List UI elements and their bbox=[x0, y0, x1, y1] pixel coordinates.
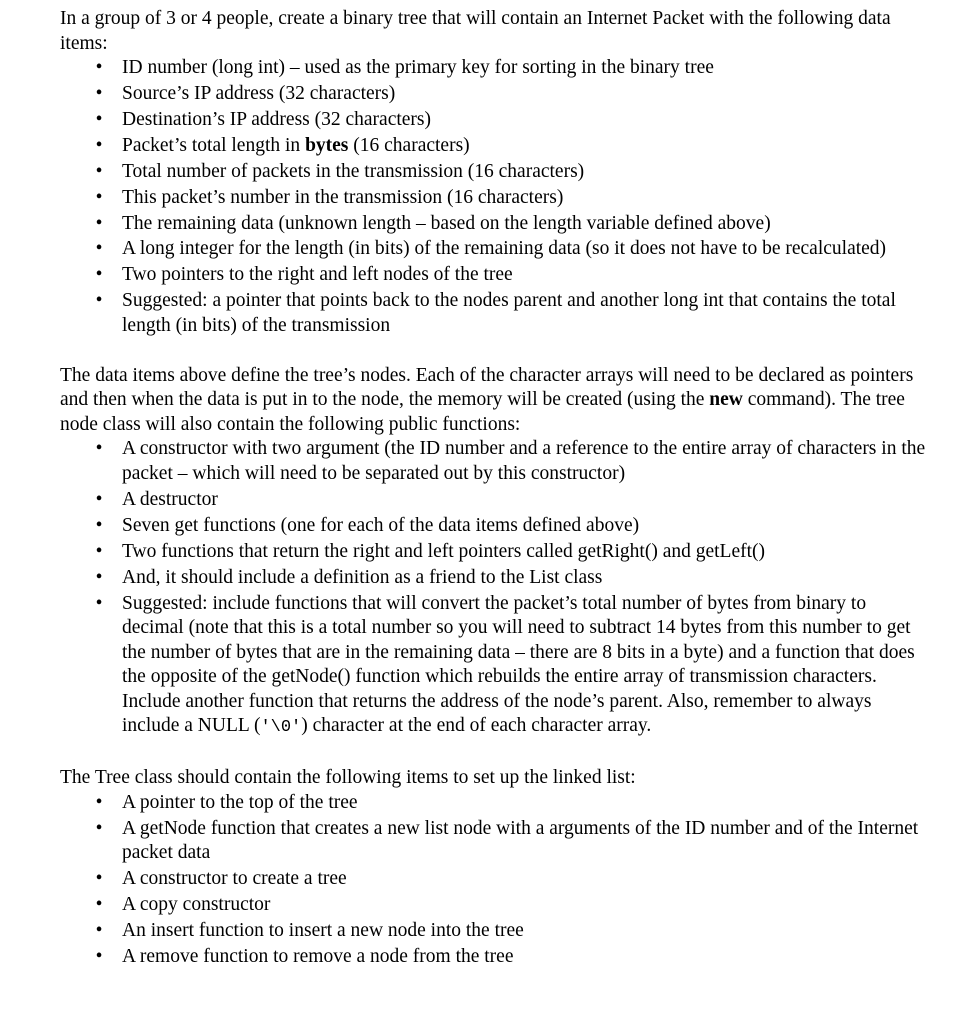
spacer bbox=[60, 742, 930, 766]
list-item: • ID number (long int) – used as the primary key for sorting in the binary tree bbox=[122, 56, 930, 81]
bullet-icon: • bbox=[95, 108, 103, 130]
list-item: • A remove function to remove a node from the tree bbox=[122, 945, 930, 970]
bullet-icon: • bbox=[95, 264, 103, 286]
bullet-icon: • bbox=[95, 238, 103, 260]
bullet-icon: • bbox=[95, 290, 103, 312]
list-item: • A long integer for the length (in bits) of the remaining data (so it does not have to be recalculated) bbox=[122, 237, 930, 262]
bullet-icon: • bbox=[95, 894, 103, 916]
bullet-icon: • bbox=[95, 57, 103, 79]
bullet-icon: • bbox=[95, 868, 103, 890]
document-page bbox=[60, 7, 930, 971]
list-item: • Two pointers to the right and left nodes of the tree bbox=[122, 263, 930, 288]
list-item: • A getNode function that creates a new list node with a arguments of the ID number and of the Internet packet data bbox=[122, 817, 930, 866]
section1-list bbox=[60, 56, 930, 338]
bullet-icon: • bbox=[95, 920, 103, 942]
list-item: • A constructor with two argument (the ID number and a reference to the entire array of characters in the packet – which will need to be separated out by this constructor) bbox=[122, 437, 930, 486]
section1-intro: In a group of 3 or 4 people, create a binary tree that will contain an Internet Packet with the following data items: bbox=[60, 8, 891, 54]
bullet-icon: • bbox=[95, 83, 103, 105]
list-item: • Suggested: a pointer that points back to the nodes parent and another long int that contains the total length (in bits) of the transmission bbox=[122, 289, 930, 338]
section2-list bbox=[60, 437, 930, 741]
list-item: • A destructor bbox=[122, 488, 930, 513]
bullet-icon: • bbox=[95, 946, 103, 968]
bullet-icon: • bbox=[95, 817, 103, 839]
bullet-icon: • bbox=[95, 488, 103, 510]
bullet-icon: • bbox=[95, 186, 103, 208]
spacer bbox=[60, 340, 930, 364]
list-item: • Suggested: include functions that will convert the packet’s total number of bytes from binary to decimal (note that this is a total number so you will need to subtract 14 bytes from this number to get the number of bytes that are in the remaining data – there are 8 bits in a byte) and a function that does the opposite of the getNode() function which rebuilds the entire array of transmission characters. Include another function that returns the address of the node’s parent. Also, remember to always include a NULL ('\0') character at the end of each character array. bbox=[122, 592, 930, 742]
list-item: • An insert function to insert a new node into the tree bbox=[122, 919, 930, 944]
bullet-icon: • bbox=[95, 514, 103, 536]
list-item: • Two functions that return the right and left pointers called getRight() and getLeft() bbox=[122, 540, 930, 565]
list-item: • Packet’s total length in bytes (16 characters) bbox=[122, 134, 930, 159]
section3-intro: The Tree class should contain the following items to set up the linked list: bbox=[60, 767, 636, 789]
bullet-icon: • bbox=[95, 134, 103, 156]
bullet-icon: • bbox=[95, 540, 103, 562]
bullet-icon: • bbox=[95, 438, 103, 460]
list-item: • Total number of packets in the transmission (16 characters) bbox=[122, 160, 930, 185]
bullet-icon: • bbox=[95, 791, 103, 813]
list-item: • A copy constructor bbox=[122, 893, 930, 918]
bullet-icon: • bbox=[95, 592, 103, 614]
list-item: • Destination’s IP address (32 characters) bbox=[122, 108, 930, 133]
list-item: • Source’s IP address (32 characters) bbox=[122, 82, 930, 107]
list-item: • A constructor to create a tree bbox=[122, 867, 930, 892]
bullet-icon: • bbox=[95, 160, 103, 182]
bullet-icon: • bbox=[95, 212, 103, 234]
bullet-icon: • bbox=[95, 566, 103, 588]
section2-intro: The data items above define the tree’s nodes. Each of the character arrays will need to be declared as pointers and then when the data is put in to the node, the memory will be created (using the new command). The tree node class will also contain the following public functions: bbox=[60, 364, 914, 435]
list-item: • This packet’s number in the transmission (16 characters) bbox=[122, 186, 930, 211]
list-item: • Seven get functions (one for each of the data items defined above) bbox=[122, 514, 930, 539]
list-item: • And, it should include a definition as a friend to the List class bbox=[122, 566, 930, 591]
list-item: • A pointer to the top of the tree bbox=[122, 791, 930, 816]
list-item: • The remaining data (unknown length – based on the length variable defined above) bbox=[122, 212, 930, 237]
section3-list bbox=[60, 791, 930, 970]
